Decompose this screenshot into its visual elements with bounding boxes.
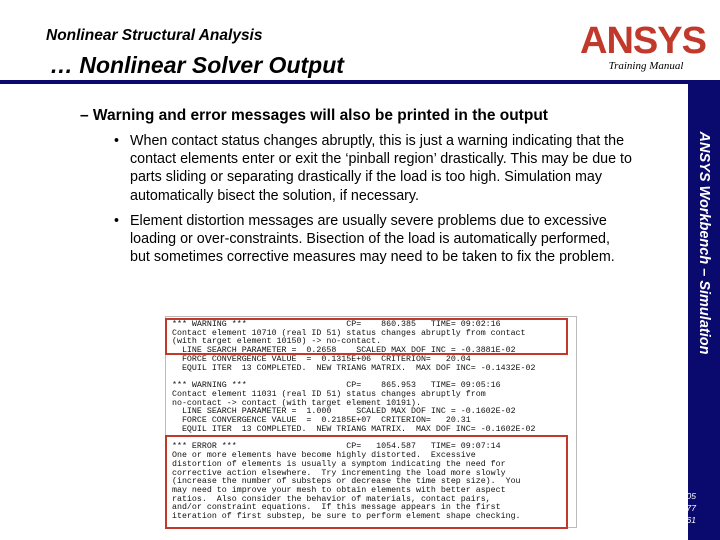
slide-footer xyxy=(600,490,696,526)
log-line: Contact element 11031 (real ID 51) status changes abruptly from xyxy=(172,389,486,399)
bullet-icon: • xyxy=(114,133,120,149)
log-line: EQUIL ITER 13 COMPLETED. NEW TRIANG MATRIX. MAX DOF INC= -0.1602E-02 xyxy=(172,424,536,434)
sidebar-title: ANSYS Workbench – Simulation xyxy=(696,131,712,355)
log-line: no-contact -> contact (with target element 10191). xyxy=(172,398,421,408)
header-divider xyxy=(0,80,688,84)
log-line: FORCE CONVERGENCE VALUE = 0.1315E+06 CRITERION= 20.04 xyxy=(172,354,471,364)
footer-page-number: 2-61 xyxy=(678,515,696,525)
log-line: iteration of first substep, be sure to perform element shape checking. xyxy=(172,512,521,522)
sub-bullet-text: When contact status changes abruptly, this is just a warning indicating that the contact elements enter or exit the ‘pinball region’ drastically. This may be due to parts sliding or separating drastically if the load is too high. Simulation may automatically bisect the solution, if necessary. xyxy=(130,133,632,204)
log-line: may need to improve your mesh to obtain elements with better aspect xyxy=(172,485,506,495)
log-line: *** ERROR *** CP= 1054.587 TIME= 09:07:14 xyxy=(172,442,501,452)
sub-bullet-text: Element distortion messages are usually severe problems due to excessive loading or over-constraints. Bisection of the load is automatically performed, but sometimes corrective measures may need to be taken to fix the problem. xyxy=(130,212,615,266)
footer-inventory: Inventory #002177 xyxy=(625,503,696,513)
log-line: LINE SEARCH PARAMETER = 0.2658 SCALED MAX DOF INC = -0.3881E-02 xyxy=(172,346,516,356)
log-line: (increase the number of substeps or decrease the time step size). You xyxy=(172,477,521,487)
ansys-logo xyxy=(576,20,706,60)
slide-subtitle: Nonlinear Structural Analysis xyxy=(46,27,263,44)
sub-bullet-item xyxy=(112,132,632,205)
log-line: ratios. Also consider the behavior of materials, contact pairs, xyxy=(172,494,491,504)
sub-bullet-list xyxy=(112,132,632,273)
footer-date: February 4, 2005 xyxy=(631,491,696,501)
log-line: and/or constraint equations. If this message appears in the first xyxy=(172,503,501,513)
log-line: *** WARNING *** CP= 860.385 TIME= 09:02:16 xyxy=(172,320,501,329)
bullet-icon: • xyxy=(114,212,120,229)
log-line: Contact element 10710 (real ID 51) status changes abruptly from contact xyxy=(172,328,526,338)
sub-bullet-item xyxy=(112,212,632,267)
slide-title: … Nonlinear Solver Output xyxy=(50,52,344,78)
error-highlight-box xyxy=(165,435,568,529)
log-line: (with target element 10150) -> no-contact. xyxy=(172,337,382,347)
warning-block-2 xyxy=(166,382,576,434)
training-manual-label: Training Manual xyxy=(608,60,684,72)
log-line: corrective action elsewhere. Try incrementing the load more slowly xyxy=(172,468,506,478)
log-line: EQUIL ITER 13 COMPLETED. NEW TRIANG MATRIX. MAX DOF INC= -0.1432E-02 xyxy=(172,363,536,373)
log-line: LINE SEARCH PARAMETER = 1.000 SCALED MAX DOF INC = -0.1602E-02 xyxy=(172,407,516,417)
warning-highlight-box xyxy=(165,318,568,355)
ansys-logo-text: ANSYS xyxy=(580,20,706,60)
log-line: distortion of elements is usually a symptom indicating the need for xyxy=(172,459,506,469)
log-line: One or more elements have become highly distorted. Excessive xyxy=(172,451,476,461)
slide-header xyxy=(0,0,720,86)
log-line: FORCE CONVERGENCE VALUE = 0.2185E+07 CRITERION= 20.31 xyxy=(172,416,471,426)
log-line: *** WARNING *** CP= 865.953 TIME= 09:05:16 xyxy=(172,381,501,391)
main-bullet: – Warning and error messages will also be printed in the output xyxy=(80,107,548,124)
